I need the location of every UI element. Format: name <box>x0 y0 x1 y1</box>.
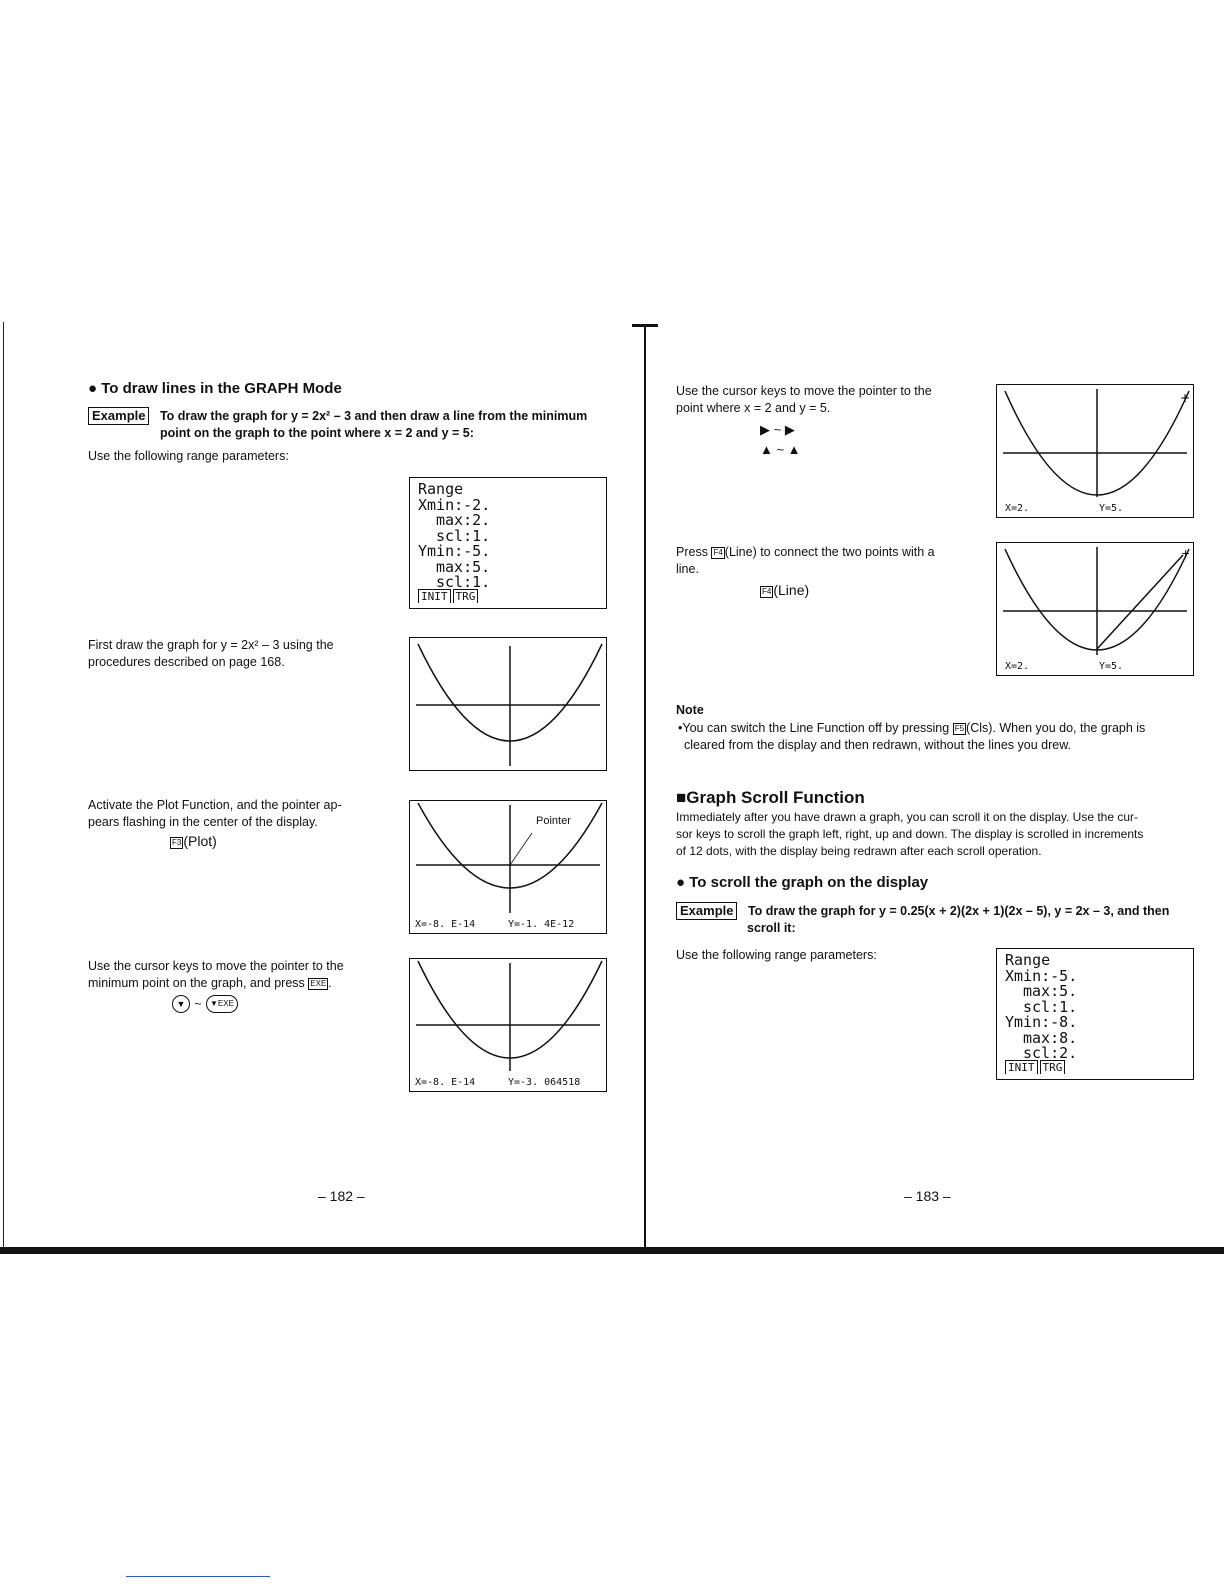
readout-y: Y=5. <box>1099 503 1124 514</box>
pointer-graph <box>410 801 605 932</box>
example-text-line1: To draw the graph for y = 2x² – 3 and then draw a line from the minimum <box>159 409 588 423</box>
f3-key-icon: F3 <box>172 838 182 847</box>
range-title: Range <box>418 480 464 498</box>
graph-screen-parabola <box>409 637 607 771</box>
fkey-trg: TRG <box>1040 1060 1066 1074</box>
underline-artifact <box>126 1576 270 1577</box>
pointer-cross-icon: + <box>1181 547 1191 560</box>
graph-screen-target-point <box>996 384 1194 518</box>
graph-screen-pointer <box>409 800 607 934</box>
note-text-a: •You can switch the Line Function off by pressing <box>678 721 950 735</box>
target-point-graph <box>997 385 1192 516</box>
range-screen-lcd <box>410 478 606 607</box>
example2-text-line1: To draw the graph for y = 0.25(x + 2)(2x + 1)(2x – 5), y = 2x – 3, and then <box>747 904 1170 918</box>
graph-screen-line <box>996 542 1194 676</box>
range-ymax: max:5. <box>436 557 491 576</box>
drawn-line <box>1097 555 1183 649</box>
exe-key-icon: EXE <box>310 979 327 988</box>
graph-screen-minimum <box>409 958 607 1092</box>
down-exe-icon: ▼EXE <box>206 995 238 1013</box>
section-title-graph-scroll: ■Graph Scroll Function <box>676 788 865 807</box>
step1-text-line1: First draw the graph for y = 2x² – 3 using the <box>88 638 334 652</box>
parabola-graph <box>410 638 605 769</box>
readout-y: Y=-1. 4E-12 <box>508 919 575 930</box>
range-yscl: scl:1. <box>436 573 491 591</box>
readout-x: X=-8. E-14 <box>415 1077 476 1088</box>
step5-press: Press <box>676 545 708 559</box>
down-arrow-icon: ▼ <box>172 995 190 1013</box>
f4-key-icon: F4 <box>713 548 723 557</box>
center-spine <box>644 326 646 1251</box>
step3-text-line2: minimum point on the graph, and press EXE . <box>88 976 332 990</box>
readout-y: Y=-3. 064518 <box>508 1077 581 1088</box>
step5-text: (Line) to connect the two points with a <box>724 545 935 559</box>
readout-y: Y=5. <box>1099 661 1124 672</box>
example-block <box>88 407 587 425</box>
scroll-text-line1: Immediately after you have drawn a graph, you can scroll it on the display. Use the cur- <box>676 810 1139 824</box>
step3-text-line1: Use the cursor keys to move the pointer to the <box>88 959 344 973</box>
pointer-label: Pointer <box>536 815 571 827</box>
range-screen-lcd <box>997 949 1193 1078</box>
range-screen-left <box>409 477 607 609</box>
range-screen-right <box>996 948 1194 1080</box>
step2-text-line1: Activate the Plot Function, and the pointer ap- <box>88 798 342 812</box>
page-number-right: – 183 – <box>904 1188 951 1204</box>
range-xscl: scl:1. <box>1023 997 1078 1016</box>
range-yscl: scl:2. <box>1023 1044 1078 1062</box>
readout-x: X=2. <box>1005 503 1030 514</box>
example2-block <box>676 902 1169 920</box>
range-xmin: Xmin:-2. <box>418 495 491 514</box>
f5-key-icon: F5 <box>954 724 965 733</box>
pointer-leader-line <box>510 833 532 865</box>
readout-x: X=-8. E-14 <box>415 919 476 930</box>
range-ymin: Ymin:-8. <box>1005 1013 1078 1031</box>
fkey-trg: TRG <box>453 589 479 603</box>
bottom-rule <box>0 1247 1224 1254</box>
line-graph <box>997 543 1192 674</box>
note-text-line2: cleared from the display and then redrawn, without the lines you drew. <box>684 738 1072 752</box>
range-fkeys <box>418 591 598 603</box>
step5-text-line1 <box>676 544 935 561</box>
up-arrow-keys-icon: ▲ ~ ▲ <box>760 442 801 457</box>
range-ymin: Ymin:-5. <box>418 542 491 560</box>
example-label: Example <box>676 902 737 920</box>
range-xmin: Xmin:-5. <box>1005 966 1078 985</box>
readout-x: X=2. <box>1005 661 1030 672</box>
range-title: Range <box>1005 951 1051 969</box>
tilde-separator: ~ <box>194 997 202 1012</box>
range-intro-text: Use the following range parameters: <box>88 449 289 463</box>
range-intro-text-right: Use the following range parameters: <box>676 948 877 962</box>
example-label: Example <box>88 407 149 425</box>
step2-text-line2: pears flashing in the center of the display. <box>88 815 318 829</box>
pointer-cross-icon: + <box>1180 391 1191 405</box>
step4-text-line1: Use the cursor keys to move the pointer to the <box>676 384 932 398</box>
step5-text-line2: line. <box>676 562 699 576</box>
step4-keystroke <box>760 420 801 460</box>
section-title-draw-lines: ● To draw lines in the GRAPH Mode <box>88 380 342 397</box>
note-text-line1 <box>678 720 1145 737</box>
plot-label: (Plot) <box>183 833 217 849</box>
step4-text-line2: point where x = 2 and y = 5. <box>676 401 831 415</box>
fkey-init: INIT <box>418 589 451 603</box>
example-text-line2: point on the graph to the point where x = 2 and y = 5: <box>160 426 474 440</box>
page-number-left: – 182 – <box>318 1188 365 1204</box>
range-fkeys <box>1005 1062 1185 1074</box>
note-text-b: (Cls). When you do, the graph is <box>966 721 1146 735</box>
scroll-text-line3: of 12 dots, with the display being redrawn after each scroll operation. <box>676 844 1042 858</box>
step3-text: minimum point on the graph, and press <box>88 976 305 990</box>
minimum-graph <box>410 959 605 1090</box>
left-edge-rule <box>3 322 4 1247</box>
range-xscl: scl:1. <box>436 526 491 545</box>
f4-key-icon: F4 <box>762 587 772 596</box>
step5-keystroke <box>760 582 809 598</box>
step3-keystroke <box>172 995 238 1013</box>
fkey-init: INIT <box>1005 1060 1038 1074</box>
scroll-text-line2: sor keys to scroll the graph left, right, up and down. The display is scrolled in increments <box>676 827 1144 841</box>
step2-keystroke <box>170 833 217 849</box>
step1-text-line2: procedures described on page 168. <box>88 655 285 669</box>
line-label: (Line) <box>773 582 810 598</box>
range-xmax: max:5. <box>1023 982 1078 1000</box>
range-ymax: max:8. <box>1023 1028 1078 1047</box>
range-xmax: max:2. <box>436 511 491 529</box>
note-title: Note <box>676 703 704 717</box>
right-arrow-keys-icon: ▶ ~ ▶ <box>760 422 795 437</box>
example2-text-line2: scroll it: <box>747 921 796 935</box>
subsection-title-scroll: ● To scroll the graph on the display <box>676 874 929 891</box>
